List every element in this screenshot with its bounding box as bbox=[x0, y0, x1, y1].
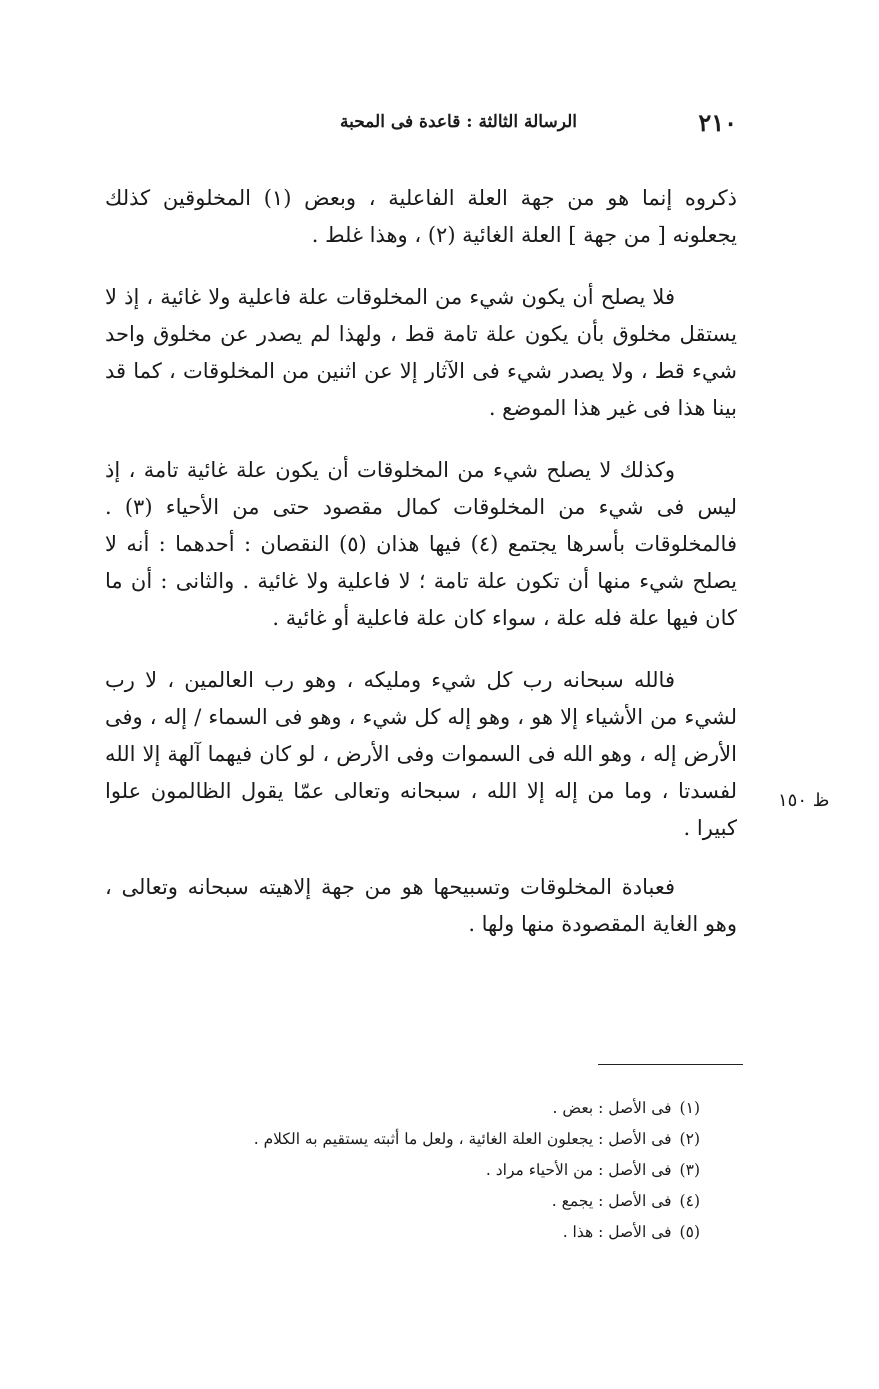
page-number: ٢١٠ bbox=[698, 108, 737, 137]
footnote bbox=[200, 1093, 700, 1124]
manuscript-folio-note: ظ ١٥٠ bbox=[778, 790, 830, 811]
paragraph-4: فالله سبحانه رب كل شيء ومليكه ، وهو رب العالمين ، لا رب لشيء من الأشياء إلا هو ، وهو إله كل شيء ، وهو فى السماء / إله ، وفى الأرض إله ، وهو الله فى السموات وفى الأرض ، لو كان فيهما آلهة إلا الله لفسدتا ، وما من إله إلا الله ، سبحانه وتعالى عمّا يقول الظالمون علوا كبيرا . bbox=[105, 668, 737, 840]
footnote-text: فى الأصل : من الأحياء مراد . bbox=[485, 1161, 672, 1179]
footnote-number: (١) bbox=[679, 1099, 700, 1117]
paragraph-3: وكذلك لا يصلح شيء من المخلوقات أن يكون علة غائية تامة ، إذ ليس فى شيء من المخلوقات كمال مقصود حتى من الأحياء (٣) . فالمخلوقات بأسرها يجتمع (٤) فيها هذان (٥) النقصان : أحدهما : أنه لا يصلح شيء منها أن تكون علة تامة ؛ لا فاعلية ولا غائية . والثانى : أن ما كان فيها علة فله علة ، سواء كان علة فاعلية أو غائية . bbox=[105, 458, 737, 630]
footnote-number: (٢) bbox=[679, 1130, 700, 1148]
footnote bbox=[200, 1217, 700, 1248]
paragraph-5: فعبادة المخلوقات وتسبيحها هو من جهة إلاهيته سبحانه وتعالى ، وهو الغاية المقصودة منها ولها . bbox=[105, 875, 737, 936]
footnote-text: فى الأصل : يجمع . bbox=[551, 1192, 672, 1210]
footnote-divider bbox=[598, 1064, 743, 1065]
footnote bbox=[200, 1155, 700, 1186]
footnote-number: (٣) bbox=[679, 1161, 700, 1179]
running-title: الرسالة الثالثة : قاعدة فى المحبة bbox=[339, 112, 577, 132]
paragraph-2: فلا يصلح أن يكون شيء من المخلوقات علة فاعلية ولا غائية ، إذ لا يستقل مخلوق بأن يكون علة تامة قط ، ولهذا لم يصدر عن مخلوق واحد شيء قط ، ولا يصدر شيء فى الآثار إلا عن اثنين من المخلوقات ، كما قد بينا هذا فى غير هذا الموضع . bbox=[105, 285, 737, 420]
footnote bbox=[200, 1124, 700, 1155]
page-header bbox=[105, 108, 737, 142]
footnote-number: (٤) bbox=[679, 1192, 700, 1210]
footnotes-list bbox=[200, 1093, 700, 1248]
body-text bbox=[105, 180, 737, 968]
footnote-text: فى الأصل : هذا . bbox=[562, 1223, 672, 1241]
paragraph-1: ذكروه إنما هو من جهة العلة الفاعلية ، وبعض (١) المخلوقين كذلك يجعلونه [ من جهة ] العلة الغائية (٢) ، وهذا غلط . bbox=[105, 186, 737, 247]
footnote-number: (٥) bbox=[679, 1223, 700, 1241]
footnote bbox=[200, 1186, 700, 1217]
footnote-text: فى الأصل : بعض . bbox=[552, 1099, 672, 1117]
footnote-text: فى الأصل : يجعلون العلة الغائية ، ولعل ما أثبته يستقيم به الكلام . bbox=[253, 1130, 672, 1148]
